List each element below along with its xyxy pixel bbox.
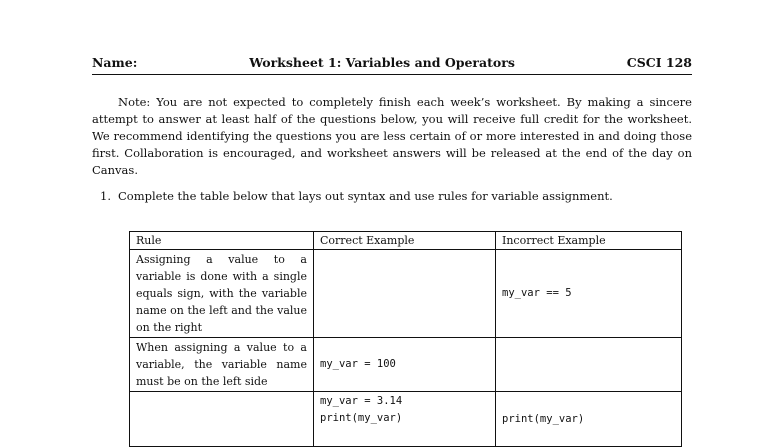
question-1 <box>100 188 692 205</box>
header-divider <box>92 74 692 75</box>
question-number: 1. <box>100 189 111 203</box>
variable-rules-table <box>129 231 682 447</box>
rule-cell: Assigning a value to a variable is done with a single equals sign, with the variable name on the left and the value on the right <box>130 250 314 338</box>
table-header-row <box>130 232 682 250</box>
correct-example-cell: my_var = 100 <box>314 338 496 392</box>
instructions-note: Note: You are not expected to completely finish each week’s worksheet. By making a sincere attempt to answer at least half of the questions below, you will receive full credit for the worksheet. We recommend identifying the questions you are less certain of or more interested in and doing those first. Collaboration is encouraged, and worksheet answers will be released at the end of the day on Canvas. <box>92 95 692 177</box>
rule-cell: When assigning a value to a variable, the variable name must be on the left side <box>130 338 314 392</box>
page-header <box>92 55 692 70</box>
worksheet-title: Worksheet 1: Variables and Operators <box>249 55 515 70</box>
correct-example-cell: my_var = 3.14 print(my_var) <box>314 392 496 447</box>
header-correct-example: Correct Example <box>314 232 496 250</box>
rule-cell[interactable] <box>130 392 314 447</box>
table-row <box>130 338 682 392</box>
incorrect-example-cell[interactable] <box>496 338 682 392</box>
table-row <box>130 392 682 447</box>
name-label: Name: <box>92 55 138 70</box>
course-code: CSCI 128 <box>626 55 692 70</box>
question-text: Complete the table below that lays out syntax and use rules for variable assignment. <box>118 189 613 203</box>
table-row <box>130 250 682 338</box>
incorrect-example-cell: my_var == 5 <box>496 250 682 338</box>
header-rule: Rule <box>130 232 314 250</box>
incorrect-example-cell: print(my_var) <box>496 392 682 447</box>
correct-example-cell[interactable] <box>314 250 496 338</box>
header-incorrect-example: Incorrect Example <box>496 232 682 250</box>
